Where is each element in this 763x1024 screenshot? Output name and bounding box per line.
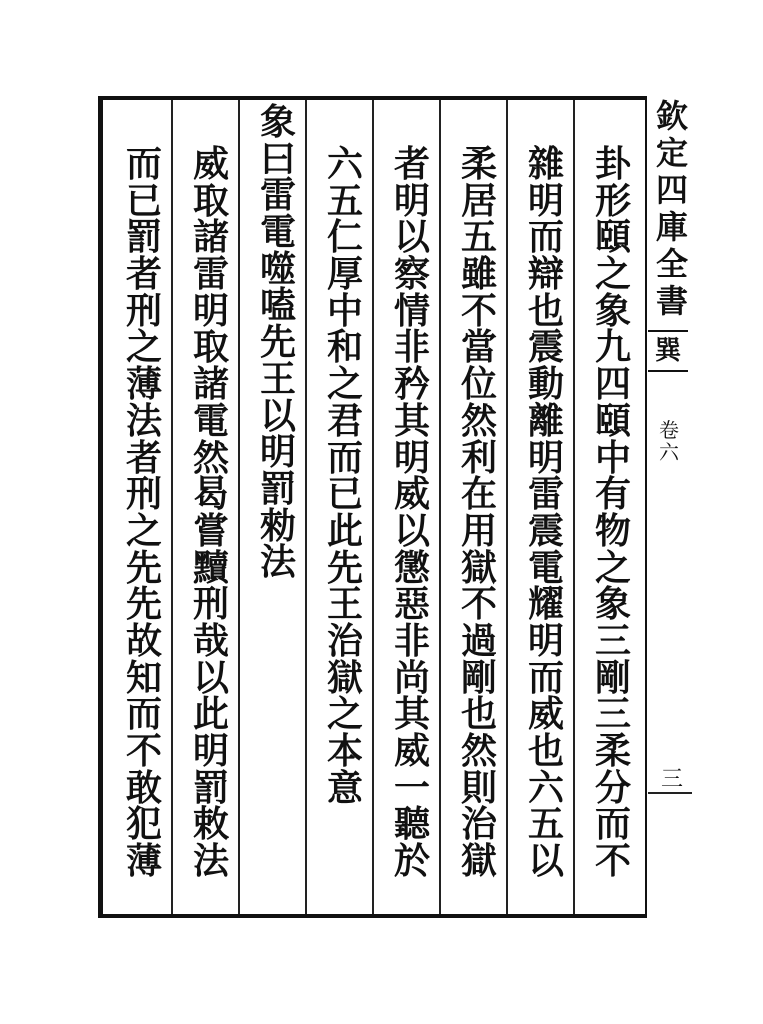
glyph: 敕 xyxy=(192,803,229,846)
glyph: 治 xyxy=(326,619,363,662)
glyph: 三 xyxy=(594,693,631,736)
text-column-8 xyxy=(117,143,171,883)
margin-fishtail-box: 巽 xyxy=(648,330,688,372)
column-rule xyxy=(573,100,575,914)
column-rule xyxy=(439,100,441,914)
glyph: 在 xyxy=(460,473,497,516)
glyph: 九 xyxy=(594,326,631,369)
glyph: 五 xyxy=(326,179,363,222)
glyph: 然 xyxy=(460,730,497,772)
book-title xyxy=(652,97,692,322)
glyph: 庫 xyxy=(655,208,688,246)
glyph: 而 xyxy=(326,436,363,479)
glyph: 電 xyxy=(192,399,229,442)
glyph: 嗑 xyxy=(259,284,296,327)
glyph: 也 xyxy=(527,289,564,332)
glyph: 柔 xyxy=(594,730,631,772)
glyph: 以 xyxy=(393,509,430,552)
glyph: 法 xyxy=(192,840,229,883)
glyph: 六 xyxy=(527,766,564,809)
glyph: 而 xyxy=(594,803,631,846)
glyph: 欽 xyxy=(655,97,688,135)
glyph: 也 xyxy=(460,693,497,736)
glyph: 故 xyxy=(125,619,162,662)
glyph: 知 xyxy=(125,656,162,699)
glyph: 懲 xyxy=(393,546,430,589)
glyph: 非 xyxy=(393,619,430,662)
glyph: 惡 xyxy=(393,583,430,626)
glyph: 卦 xyxy=(594,143,631,185)
glyph: 不 xyxy=(460,583,497,626)
glyph: 曰 xyxy=(259,137,296,180)
glyph: 者 xyxy=(393,143,430,185)
glyph: 五 xyxy=(460,216,497,259)
glyph: 震 xyxy=(527,326,564,369)
glyph: 者 xyxy=(125,436,162,479)
glyph: 不 xyxy=(594,840,631,883)
glyph: 而 xyxy=(125,143,162,185)
glyph: 和 xyxy=(326,326,363,369)
glyph: 辯 xyxy=(527,253,564,296)
glyph: 敢 xyxy=(125,766,162,809)
glyph: 明 xyxy=(393,436,430,479)
glyph: 刑 xyxy=(125,289,162,332)
glyph: 分 xyxy=(594,766,631,809)
glyph: 明 xyxy=(192,289,229,332)
glyph: 定 xyxy=(655,134,688,172)
glyph: 薄 xyxy=(125,363,162,406)
glyph: 雷 xyxy=(192,253,229,296)
glyph: 象 xyxy=(594,583,631,626)
glyph: 然 xyxy=(192,436,229,479)
glyph: 柔 xyxy=(460,143,497,185)
glyph: 也 xyxy=(527,730,564,772)
glyph: 則 xyxy=(460,766,497,809)
glyph: 先 xyxy=(259,321,296,364)
glyph: 而 xyxy=(125,693,162,736)
glyph: 耀 xyxy=(527,583,564,626)
glyph: 四 xyxy=(655,171,688,209)
glyph: 者 xyxy=(125,253,162,296)
glyph: 於 xyxy=(393,840,430,883)
glyph: 書 xyxy=(655,282,688,320)
glyph: 雷 xyxy=(259,174,296,217)
glyph: 明 xyxy=(527,436,564,479)
glyph: 厚 xyxy=(326,253,363,296)
glyph: 君 xyxy=(326,399,363,442)
glyph: 三 xyxy=(594,619,631,662)
glyph: 之 xyxy=(326,363,363,406)
glyph: 罰 xyxy=(259,467,296,510)
page-number: 三 xyxy=(660,767,683,792)
volume-label xyxy=(654,420,684,464)
glyph: 雜 xyxy=(527,143,564,185)
text-column-6 xyxy=(251,101,305,584)
glyph: 有 xyxy=(594,473,631,516)
glyph: 利 xyxy=(460,436,497,479)
glyph: 而 xyxy=(527,216,564,259)
glyph: 象 xyxy=(259,101,296,143)
glyph: 法 xyxy=(125,399,162,442)
glyph: 刑 xyxy=(192,583,229,626)
glyph: 治 xyxy=(460,803,497,846)
glyph: 威 xyxy=(393,730,430,772)
glyph: 取 xyxy=(192,326,229,369)
glyph: 獄 xyxy=(460,840,497,883)
glyph: 先 xyxy=(125,546,162,589)
glyph: 四 xyxy=(594,363,631,406)
glyph: 嘗 xyxy=(192,509,229,552)
glyph: 本 xyxy=(326,730,363,772)
glyph: 全 xyxy=(655,245,688,283)
column-rule xyxy=(171,100,173,914)
glyph: 威 xyxy=(527,693,564,736)
text-column-5 xyxy=(318,143,372,809)
glyph: 之 xyxy=(125,509,162,552)
glyph: 當 xyxy=(460,326,497,369)
glyph: 雖 xyxy=(460,253,497,296)
glyph: 六 xyxy=(659,440,679,464)
glyph: 一 xyxy=(393,766,430,809)
glyph: 威 xyxy=(192,143,229,185)
glyph: 曷 xyxy=(192,473,229,516)
column-rule xyxy=(238,100,240,914)
glyph: 取 xyxy=(192,179,229,222)
text-column-7 xyxy=(184,143,238,883)
glyph: 犯 xyxy=(125,803,162,846)
glyph: 形 xyxy=(594,179,631,222)
glyph: 獄 xyxy=(460,546,497,589)
glyph: 已 xyxy=(326,473,363,516)
glyph: 此 xyxy=(192,693,229,736)
glyph: 威 xyxy=(393,473,430,516)
glyph: 此 xyxy=(326,509,363,552)
glyph: 位 xyxy=(460,363,497,406)
glyph: 震 xyxy=(527,509,564,552)
glyph: 以 xyxy=(527,840,564,883)
glyph: 六 xyxy=(326,143,363,185)
glyph: 薄 xyxy=(125,840,162,883)
glyph: 中 xyxy=(594,436,631,479)
glyph: 諸 xyxy=(192,363,229,406)
glyph: 之 xyxy=(594,253,631,296)
glyph: 之 xyxy=(125,326,162,369)
glyph: 物 xyxy=(594,509,631,552)
column-rule xyxy=(372,100,374,914)
glyph: 罰 xyxy=(192,766,229,809)
text-column-3 xyxy=(452,143,506,883)
glyph: 而 xyxy=(527,656,564,699)
glyph: 卷 xyxy=(659,418,679,442)
glyph: 噬 xyxy=(259,247,296,290)
glyph: 明 xyxy=(192,730,229,772)
margin-divider xyxy=(648,792,692,794)
glyph: 中 xyxy=(326,289,363,332)
glyph: 動 xyxy=(527,363,564,406)
glyph: 其 xyxy=(393,693,430,736)
glyph: 不 xyxy=(460,289,497,332)
glyph: 居 xyxy=(460,179,497,222)
column-rule xyxy=(506,100,508,914)
glyph: 過 xyxy=(460,619,497,662)
glyph: 先 xyxy=(326,546,363,589)
glyph: 哉 xyxy=(192,619,229,662)
glyph: 五 xyxy=(527,803,564,846)
glyph: 王 xyxy=(259,357,296,400)
glyph: 聽 xyxy=(393,803,430,846)
glyph: 頤 xyxy=(594,399,631,442)
glyph: 之 xyxy=(326,693,363,736)
glyph: 刑 xyxy=(125,473,162,516)
glyph: 明 xyxy=(393,179,430,222)
text-column-1 xyxy=(586,143,640,883)
glyph: 諸 xyxy=(192,216,229,259)
glyph: 情 xyxy=(393,289,430,332)
glyph: 尚 xyxy=(393,656,430,699)
glyph: 明 xyxy=(527,179,564,222)
glyph: 電 xyxy=(259,211,296,254)
glyph: 然 xyxy=(460,399,497,442)
text-column-4 xyxy=(385,143,439,883)
glyph: 明 xyxy=(259,431,296,474)
glyph: 王 xyxy=(326,583,363,626)
text-column-2 xyxy=(519,143,573,883)
glyph: 察 xyxy=(393,253,430,296)
glyph: 之 xyxy=(594,546,631,589)
glyph: 以 xyxy=(393,216,430,259)
glyph: 意 xyxy=(326,766,363,809)
glyph: 法 xyxy=(259,541,296,584)
glyph: 已 xyxy=(125,179,162,222)
glyph: 以 xyxy=(192,656,229,699)
glyph: 獄 xyxy=(326,656,363,699)
glyph: 用 xyxy=(460,509,497,552)
glyph: 先 xyxy=(125,583,162,626)
glyph: 勑 xyxy=(259,504,296,547)
column-rule xyxy=(305,100,307,914)
glyph: 以 xyxy=(259,394,296,437)
glyph: 明 xyxy=(527,619,564,662)
glyph: 仁 xyxy=(326,216,363,259)
glyph: 離 xyxy=(527,399,564,442)
glyph: 頤 xyxy=(594,216,631,259)
glyph: 非 xyxy=(393,326,430,369)
glyph: 剛 xyxy=(460,656,497,699)
glyph: 矜 xyxy=(393,363,430,406)
glyph: 雷 xyxy=(527,473,564,516)
glyph: 不 xyxy=(125,730,162,772)
glyph: 黷 xyxy=(192,546,229,589)
glyph: 象 xyxy=(594,289,631,332)
glyph: 電 xyxy=(527,546,564,589)
glyph: 剛 xyxy=(594,656,631,699)
glyph: 其 xyxy=(393,399,430,442)
glyph: 罰 xyxy=(125,216,162,259)
